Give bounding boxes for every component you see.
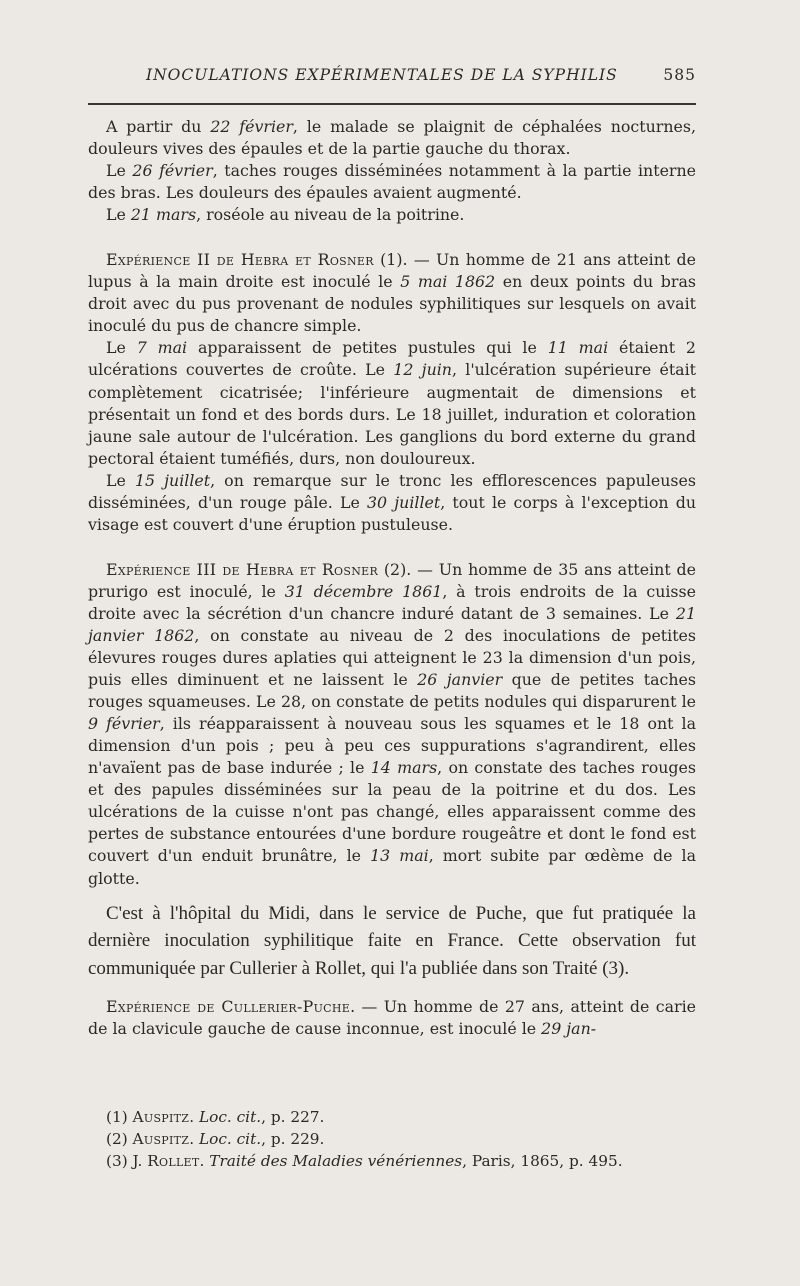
text-run: , l'ulcération supérieure était complètement cicatrisée; l'inférieure augmentait de dimensions et présentait un fond et des bords durs. Le 18 juillet, induration et coloration jaune sale autour de l'ulcération. Les ganglions du bord externe du grand pectoral étaient tuméfiés, durs, non douloureux. — [88, 360, 696, 468]
date: 12 juin — [393, 360, 452, 380]
date: 13 mai — [370, 846, 429, 866]
text-run: , tout le corps à l'exception du visage est couvert d'une éruption pustuleuse. — [88, 492, 696, 534]
author: Rollet — [147, 1152, 200, 1170]
date: 31 décembre 1861 — [284, 581, 443, 601]
date: 26 février — [132, 161, 213, 181]
date: 9 février — [88, 714, 160, 734]
footnote — [88, 1150, 696, 1172]
date: 22 février — [210, 117, 293, 136]
paragraph — [88, 204, 696, 226]
text-run: (1). — Un homme de 21 ans atteint de lupus à la main droite est inoculé le — [88, 250, 696, 292]
paragraph — [88, 559, 696, 890]
date: 7 mai — [136, 338, 188, 358]
paragraph — [88, 116, 696, 160]
page-number: 585 — [663, 66, 696, 84]
text-run: en deux points du bras droit avec du pus provenant de nodules syphilitiques sur lesquels on avait inoculé du pus de chancre simple. — [88, 272, 696, 336]
date: 26 janvier — [417, 670, 503, 690]
text-run: Le — [106, 470, 135, 490]
text-run: , à trois endroits de la cuisse droite avec la sécrétion d'un chancre induré datant de 3 semaines. Le — [88, 581, 696, 623]
text-run: (2). — Un homme de 35 ans atteint de prurigo est inoculé, le — [88, 559, 697, 601]
footnote — [88, 1128, 696, 1150]
text-run: étaient 2 ulcérations couvertes de croûte. Le — [88, 338, 696, 380]
text-run: , le malade se plaignit de céphalées nocturnes, douleurs vives des épaules et de la partie gauche du thorax. — [88, 117, 696, 159]
text-run: (2) — [106, 1130, 133, 1148]
date: 21 mars — [130, 205, 197, 225]
paragraph — [88, 470, 696, 536]
citation: Loc. cit. — [198, 1130, 262, 1148]
text-run: que de petites taches rouges squameuses. Le 28, on constate de petits nodules qui disparurent le — [88, 670, 696, 712]
text-run: , on constate des taches rouges et des papules disséminées sur la peau de la poitrine et du dos. Les ulcérations de la cuisse n'ont pas changé, elles apparaissent comme des pertes de substance entourées d'une bordure rougeâtre et dont le fond est couvert d'un enduit brunâtre, le — [88, 758, 696, 866]
text-run: . — [189, 1108, 199, 1126]
text-run: (3) J. — [106, 1152, 148, 1170]
citation: Loc. cit. — [198, 1108, 262, 1126]
text-run: , mort subite par œdème de la glotte. — [88, 846, 696, 888]
date: 30 juillet — [366, 492, 441, 512]
text-run: , ils réapparaissent à nouveau sous les squames et le 18 ont la dimension d'un pois ; peu à peu ces suppurations s'agrandirent, elles n'avaïent pas de base indurée ; le — [88, 714, 696, 778]
text-run: , Paris, 1865, p. 495. — [462, 1152, 623, 1170]
text-run: , p. 227. — [261, 1108, 325, 1126]
text-run: , roséole au niveau de la poitrine. — [196, 205, 465, 225]
author: Auspitz — [132, 1108, 190, 1126]
citation: Traité des Maladies vénériennes — [209, 1152, 463, 1170]
paragraph — [88, 996, 696, 1040]
paragraph — [88, 337, 696, 469]
text-run: (1) — [106, 1108, 133, 1126]
text-run: , p. 229. — [261, 1130, 325, 1148]
header-rule — [88, 103, 696, 105]
experiment-heading: Expérience II de Hebra et Rosner — [106, 250, 374, 270]
experiment-heading: Expérience III de Hebra et Rosner — [106, 559, 379, 579]
date: 15 juillet — [134, 470, 211, 490]
footnotes — [88, 1106, 696, 1172]
date: 29 jan- — [541, 1019, 597, 1039]
text-run: , on remarque sur le tronc les efflorescences papuleuses disséminées, d'un rouge pâle. Le — [88, 470, 696, 512]
paragraph — [88, 160, 696, 204]
text-run: . — [199, 1152, 210, 1170]
date: 11 mai — [547, 338, 609, 358]
author: Auspitz — [132, 1130, 190, 1148]
text-run: . — [189, 1130, 199, 1148]
date: 5 mai 1862 — [400, 272, 496, 292]
text-run: . — Un homme de 27 ans, atteint de carie de la clavicule gauche de cause inconnue, est inoculé le — [88, 997, 696, 1039]
text-run: A partir du — [106, 117, 211, 136]
running-title: INOCULATIONS EXPÉRIMENTALES DE LA SYPHILIS — [146, 66, 618, 84]
date: 21 janvier 1862 — [88, 603, 696, 645]
text-run: , taches rouges disséminées notamment à la partie interne des bras. Les douleurs des épaules avaient augmenté. — [88, 161, 696, 203]
text-run: Le — [106, 338, 137, 358]
body-text — [88, 116, 696, 1040]
footnote — [88, 1106, 696, 1128]
paragraph-large: C'est à l'hôpital du Midi, dans le service de Puche, que fut pratiquée la dernière inoculation syphilitique faite en France. Cette observation fut communiquée par Cullerier à Rollet, qui l'a publiée dans son Traité (3). — [88, 902, 696, 979]
date: 14 mars — [370, 758, 438, 778]
text-run: Le — [106, 161, 133, 181]
experiment-heading: Expérience de Cullerier-Puche — [106, 997, 351, 1017]
text-run: apparaissent de petites pustules qui le — [187, 338, 548, 358]
paragraph — [88, 249, 696, 337]
text-run: , on constate au niveau de 2 des inoculations de petites élevures rouges dures aplaties qui atteignent le 23 la dimension d'un pois, puis elles diminuent et ne laissent le — [88, 625, 696, 690]
text-run: Le — [106, 205, 131, 225]
